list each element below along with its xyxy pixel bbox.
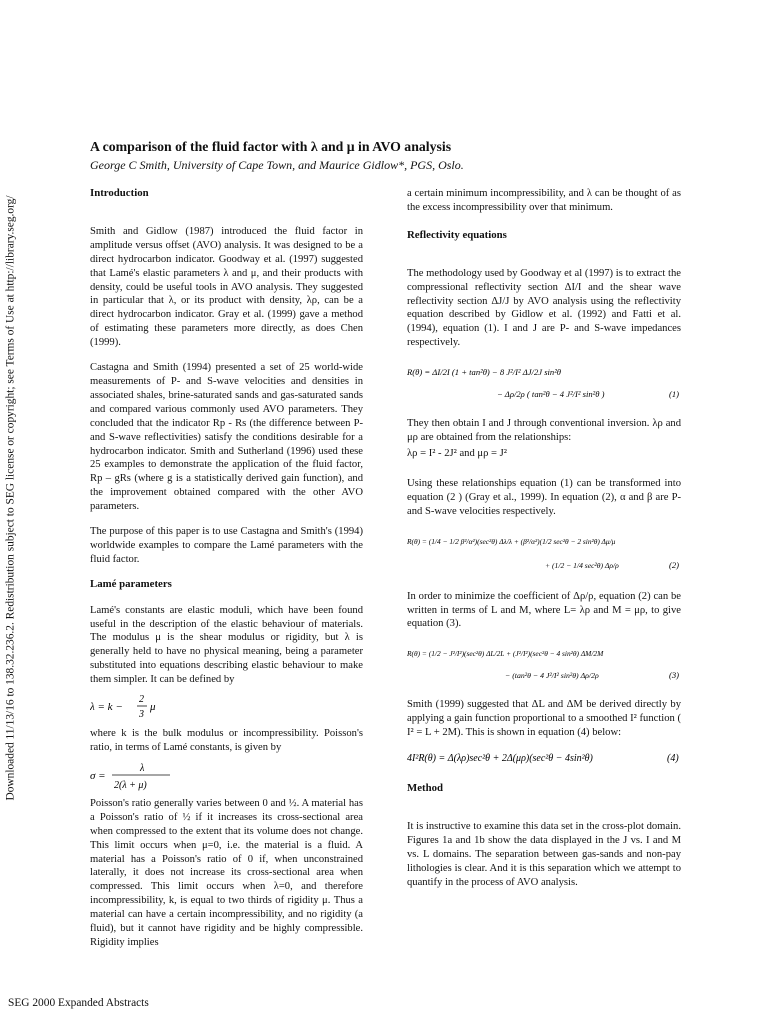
section-heading-reflectivity-equations: Reflectivity equations [407,228,507,241]
author-line: George C Smith, University of Cape Town, and Maurice Gidlow*, PGS, Oslo. [90,158,464,172]
paragraph: In order to minimize the coefficient of Δρ/ρ, equation (2) can be written in terms of L and M, where L= λρ and M = μρ, to give equation (3). [407,590,681,630]
equation-1 [407,361,681,407]
eq1-number: (1) [669,389,680,400]
right-column [407,187,681,900]
paragraph: Poisson's ratio generally varies between 0 and ½. A material has a Poisson's ratio of ½ if it increases its cross-sectional area when compressed to the extent that its volume does not change. This limit occurs when μ=0, i.e. the material is a fluid. A material has a Poisson's ratio of 0 if, when unconstrained laterally, it does not increase its cross-sectional area when compressed. This limit occurs when λ=0, and therefore incompressibility, k, is equal to two thirds of rigidity μ. Thus a material can have a certain incompressibility, and no rigidity (a fluid), but it cannot have rigidity and be highly compressible. Rigidity implies [90,797,363,948]
section-heading-introduction: Introduction [90,187,149,199]
section-heading-lame-parameters: Lamé parameters [90,577,172,590]
paper-title: A comparison of the fluid factor with λ and μ in AVO analysis [90,139,452,154]
paragraph: Lamé's constants are elastic moduli, which have been found useful in the description of the elastic behaviour of materials. The modulus μ is the shear modulus or rigidity, but λ is generally held to have no physical meaning, being a parameter substituted into equations describing elastic behaviour to make them simpler. It can be defined by [90,604,363,686]
eq1-line1: R(θ) = ΔI/2I (1 + tan²θ) − 8 J²/I² ΔJ/2J sin²θ [407,367,562,378]
footer-label: SEG 2000 Expanded Abstracts [8,997,149,1009]
eq3-number: (3) [669,670,680,681]
eq2-line1: R(θ) = (1/4 − 1/2 β²/α²)(sec²θ) Δλ/λ + (β²/α²)(1/2 sec²θ − 2 sin²θ) Δμ/μ [407,536,616,546]
paragraph: Smith and Gidlow (1987) introduced the fluid factor in amplitude versus offset (AVO) analysis. It was designed to be a direct hydrocarbon indicator. Goodway et al. (1997) suggested that Lamé's elastic parameters λ and μ, and their products with density, could be useful tools in AVO analysis. They suggested in particular that λ, or its product with density, λρ, can be a direct hydrocarbon indicator. Gray et al. (1999) gave a method of estimating these parameters more directly, as does Chen (1999). [90,225,363,349]
eq4-body: 4I²R(θ) = Δ(λρ)sec²θ + 2Δ(μρ)(sec²θ − 4sin²θ) [407,753,593,765]
equation-2 [407,530,681,580]
paragraph: It is instructive to examine this data set in the cross-plot domain. Figures 1a and 1b show the data displayed in the J vs. I and M vs. L domains. The separation between gas-sands and non-pay lithologies is clear. And it is this separation which we attempt to quantify in the process of AVO analysis. [407,820,681,888]
download-notice [2,160,20,836]
equation-poisson-ratio [90,759,363,793]
eq-sigma-lhs: σ = [90,769,106,782]
paragraph: Using these relationships equation (1) can be transformed into equation (2 ) (Gray et al., 1999). In equation (2), α and β are P- and S-wave velocities respectively. [407,477,681,517]
paragraph: The purpose of this paper is to use Castagna and Smith's (1994) worldwide examples to compare the Lamé parameters with the fluid factor. [90,526,363,565]
paragraph: where k is the bulk modulus or incompressibility. Poisson's ratio, in terms of Lamé constants, is given by [90,728,363,753]
equation-4 [407,746,681,768]
eq3-line1: R(θ) = (1/2 − J²/I²)(sec²θ) ΔL/2L + (J²/I²)(sec²θ − 4 sin²θ) ΔM/2M [407,649,604,659]
eq-lambda-mu: μ [150,701,156,714]
equation-lambda-definition [90,691,363,723]
eq4-number: (4) [667,753,679,765]
paragraph: a certain minimum incompressibility, and λ can be thought of as the excess incompressibility over that minimum. [407,188,681,213]
paragraph: λρ = I² - 2J² and μρ = J² [407,447,507,459]
paragraph: The methodology used by Goodway et al (1997) is to extract the compressional reflectivity section ΔI/I and the shear wave reflectivity section ΔJ/J by AVO analysis using the reflectivity equation described by Gidlow et al. (1992) and Fatti et al. (1994), equation (1). I and J are P- and S-wave impedances respectively. [407,267,681,349]
paragraph: Smith (1999) suggested that ΔL and ΔM be derived directly by applying a gain function proportional to a smoothed I² function ( I² = L + 2M). This is shown in equation (4) below: [407,699,681,739]
eq1-line2: − Δρ/2ρ ( tan²θ − 4 J²/I² sin²θ ) [497,389,605,400]
section-heading-method: Method [407,782,443,795]
eq-sigma-num: λ [140,762,145,774]
download-notice-text: Downloaded 11/13/16 to 138.32.236.2. Redistribution subject to SEG license or copyright; see Terms of Use at http://library.seg.org/ [5,195,17,801]
left-column [90,187,363,961]
eq-sigma-den: 2(λ + μ) [114,779,147,791]
eq2-number: (2) [669,559,680,570]
paragraph: Castagna and Smith (1994) presented a set of 25 world-wide measurements of P- and S-wave velocities and densities in associated shales, brine-saturated sands and gas-saturated sands and compared various commonly used AVO parameters. They concluded that the indicator Rp - Rs (the difference between P- and S-wave reflectivities) satisfy the conditions desirable for a hydrocarbon indicator. Smith and Sutherland (1996) used these 25 examples to demonstrate the application of the fluid factor, Rp – gRs (where g is a statistically derived gain function), and the improvement obtained compared with the other AVO parameters. [90,362,363,513]
equation-3 [407,642,681,688]
eq3-line2: − (tan²θ − 4 J²/I² sin²θ) Δρ/2ρ [505,671,599,681]
eq2-line2: + (1/2 − 1/4 sec²θ) Δρ/ρ [545,560,619,570]
paragraph: They then obtain I and J through conventional inversion. λρ and μρ are obtained from the relationships: [407,418,681,444]
eq-lambda-two: 2 [139,694,144,706]
eq-lambda-lhs: λ = k − [90,701,123,714]
eq-lambda-three: 3 [139,709,144,721]
